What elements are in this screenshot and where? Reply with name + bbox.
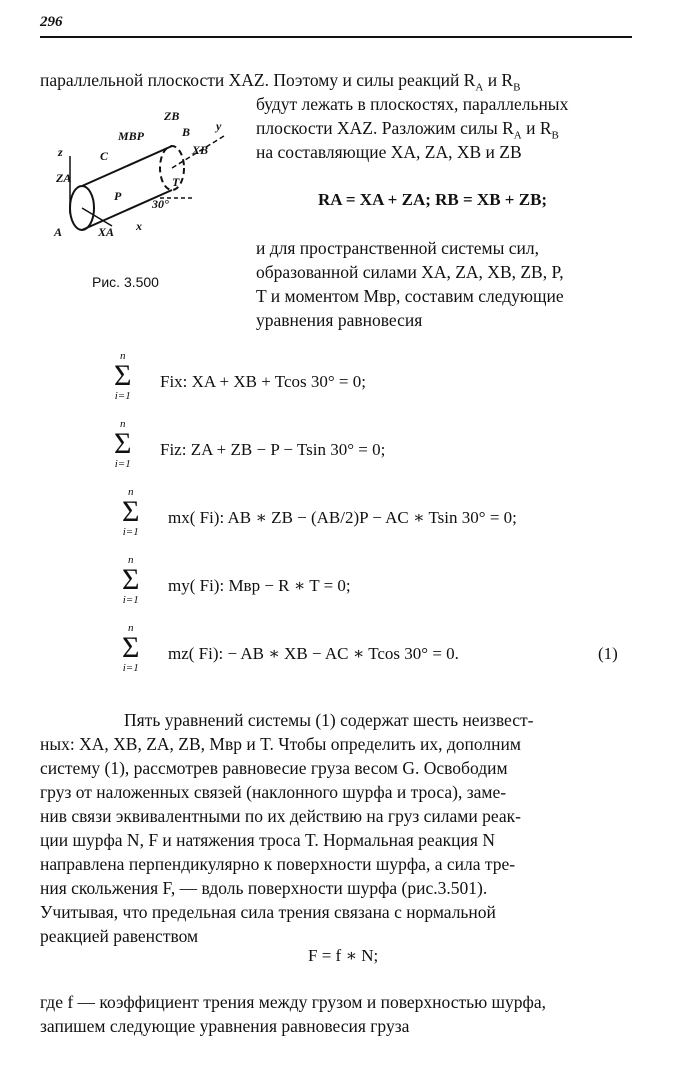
sigma-3: Σ — [122, 495, 140, 528]
label-p: P — [114, 189, 122, 203]
figure-labels — [53, 109, 222, 239]
sum-symbol-3 — [122, 486, 139, 538]
label-a: A — [54, 225, 63, 239]
p1-line1-sub-a: A — [475, 81, 484, 94]
sum-symbol-4 — [122, 554, 139, 606]
paragraph3-line6: ции шурфа N, F и натяжения троса T. Нормальная реакция N — [40, 830, 495, 850]
paragraph2-line3: T и моментом Mвр, составим следующие — [256, 286, 564, 306]
label-z: z — [58, 145, 63, 159]
paragraph4-line2: запишем следующие уравнения равновесия груза — [40, 1016, 410, 1036]
paragraph3-line4: груз от наложенных связей (наклонного шурфа и троса), заме- — [40, 782, 507, 802]
equation-friction: F = f ∗ N; — [308, 946, 379, 965]
equation-5 — [122, 622, 139, 676]
paragraph2-line4: уравнения равновесия — [256, 310, 423, 330]
header-rule — [40, 36, 632, 38]
paragraph4-line1: где f — коэффициент трения между грузом и поверхностью шурфа, — [40, 992, 546, 1012]
sum-upper-1: n — [119, 350, 126, 362]
p1-line4-rest: A, ZA, XB и ZB — [403, 142, 522, 162]
equation-2 — [114, 418, 131, 472]
p1-line3-sub-a: A — [513, 129, 522, 142]
label-t: T — [172, 175, 180, 189]
sum-symbol-2 — [114, 418, 131, 470]
equation-4-text: my( Fi): Mвр − R ∗ T = 0; — [168, 576, 351, 595]
p1-line1-sub-b: B — [513, 81, 521, 94]
sigma-1: Σ — [114, 359, 132, 392]
p1-line1-text: параллельной плоскости XAZ. Поэтому и силы реакций R — [40, 70, 476, 90]
paragraph3-line8: ния скольжения F, — вдоль поверхности шурфа (рис.3.501). — [40, 878, 488, 898]
paragraph1-line4 — [256, 140, 522, 164]
sum-upper-3: n — [127, 486, 134, 498]
paragraph3-line2: ных: XA, XB, ZA, ZB, Mвр и T. Чтобы определить их, дополним — [40, 734, 521, 754]
sigma-4: Σ — [122, 563, 140, 596]
sigma-5: Σ — [122, 631, 140, 664]
equation-3-text: mx( Fi): AB ∗ ZB − (AB/2)P − AC ∗ Tsin 30° = 0; — [168, 508, 517, 527]
figure-caption: Рис. 3.500 — [92, 274, 159, 290]
equation-2-text: Fiz: ZA + ZB − P − Tsin 30° = 0; — [160, 440, 386, 459]
sum-upper-2: n — [119, 418, 126, 430]
paragraph3-line9: Учитывая, что предельная сила трения связана с нормальной — [40, 902, 496, 922]
label-x: x — [136, 219, 142, 233]
label-c: C — [100, 149, 109, 163]
paragraph2-line2: образованной силами XA, ZA, XB, ZB, P, — [256, 262, 564, 282]
paragraph1-line2: будут лежать в плоскостях, параллельных — [256, 94, 569, 114]
sum-lower-4: i=1 — [122, 594, 139, 606]
label-b: B — [182, 125, 191, 139]
paragraph3-line1: Пять уравнений системы (1) содержат шесть неизвест- — [124, 710, 534, 730]
equation-3 — [122, 486, 139, 540]
p1-line3-and: и R — [521, 118, 552, 138]
equation-number: (1) — [598, 644, 618, 663]
equation-1-text: Fix: XA + XB + Tcos 30° = 0; — [160, 372, 366, 391]
p1-line3-text: плоскости XAZ. Разложим силы R — [256, 118, 514, 138]
sigma-2: Σ — [114, 427, 132, 460]
label-mbp: MBP — [118, 129, 145, 143]
sum-symbol-5 — [122, 622, 139, 674]
paragraph3-line7: направлена перпендикулярно к поверхности шурфа, а сила тре- — [40, 854, 516, 874]
sum-lower-2: i=1 — [114, 458, 131, 470]
label-xb: XB — [192, 143, 209, 157]
p1-line1-and: и R — [483, 70, 514, 90]
sum-upper-5: n — [127, 622, 134, 634]
sum-lower-3: i=1 — [122, 526, 139, 538]
page-number: 296 — [40, 14, 63, 30]
equation-1 — [114, 350, 131, 404]
paragraph3-line5: нив связи эквивалентными по их действию на груз силами реак- — [40, 806, 521, 826]
paragraph3-line10: реакцией равенством — [40, 926, 199, 946]
equation-resultants: RA = XA + ZA; RB = XB + ZB; — [318, 190, 548, 209]
sum-lower-1: i=1 — [114, 390, 131, 402]
label-xa: XA — [98, 225, 115, 239]
p1-line4-text: на составляющие X — [256, 142, 404, 162]
paragraph2-line1: и для пространственной системы сил, — [256, 238, 539, 258]
label-za: ZA — [56, 171, 72, 185]
figure-3-500 — [52, 96, 242, 246]
p1-line3-sub-b: B — [551, 129, 559, 142]
paragraph3-line3: систему (1), рассмотрев равновесие груза весом G. Освободим — [40, 758, 508, 778]
label-30: 30° — [152, 197, 169, 211]
sum-symbol-1 — [114, 350, 131, 402]
cylinder-top-edge — [82, 146, 172, 186]
equation-4 — [122, 554, 139, 608]
sum-upper-4: n — [127, 554, 134, 566]
sum-lower-5: i=1 — [122, 662, 139, 674]
label-zb: ZB — [164, 109, 180, 123]
label-y: y — [216, 119, 222, 133]
equation-5-text: mz( Fi): − AB ∗ XB − AC ∗ Tcos 30° = 0. — [168, 644, 459, 663]
